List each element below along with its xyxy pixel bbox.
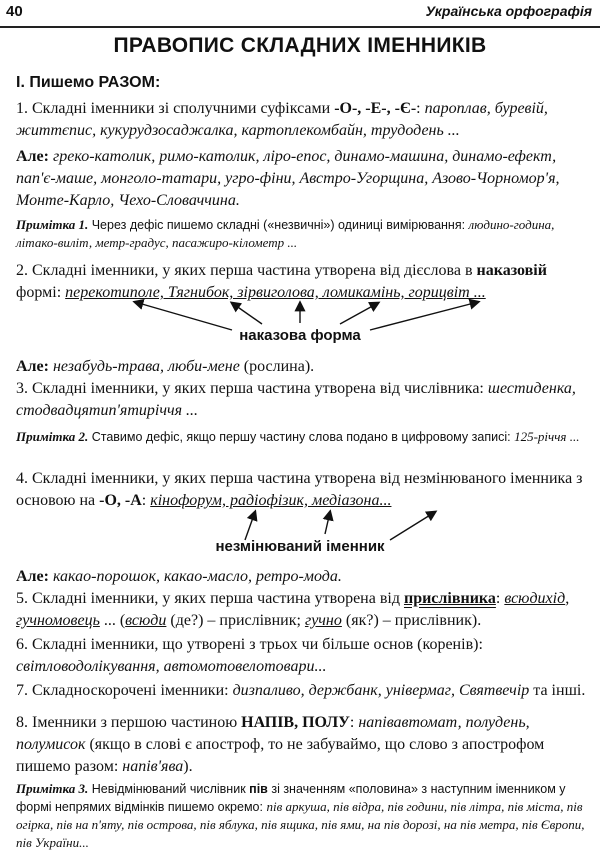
- arrow-to-mediazona: [390, 512, 435, 540]
- rule-6: 6. Складні іменники, що утворені з трьох чи більше основ (коренів): світловодолікування, автомотовелотовари...: [16, 636, 483, 675]
- arrow-to-lomykamin: [340, 303, 378, 324]
- note-2: Примітка 2. Ставимо дефіс, якщо першу частину слова подано в цифровому записі: 125-річчя ...: [16, 429, 580, 444]
- rule-2: 2. Складні іменники, у яких перша частина утворена від дієслова в наказовій формі: перекотиполе, Тягнибок, зірвиголова, ломикамінь, горицвіт ...: [16, 262, 547, 301]
- page-number: 40: [6, 3, 23, 20]
- rule-1-exceptions: Але: греко-католик, римо-католик, ліро-епос, динамо-машина, динамо-ефект, пап'є-маше, монголо-татари, угро-фіни, Австро-Угорщина, Азово-Чорномор'я, Монте-Карло, Чехо-Словаччина.: [16, 148, 560, 209]
- arrow-to-tiahnybok: [232, 303, 262, 324]
- rule-2-exceptions: Але: незабудь-трава, люби-мене (рослина).: [16, 358, 315, 375]
- rule-2-examples: перекотиполе, Тягнибок, зірвиголова, ломикамінь, горицвіт ...: [65, 284, 486, 301]
- note-1: Примітка 1. Через дефіс пишемо складні («незвичні») одиниці вимірювання: людино-година, літако-виліт, метр-градус, пасажиро-кілометр ...: [16, 217, 555, 250]
- rule-4-examples: кінофорум, радіофізик, медіазона...: [150, 492, 392, 509]
- rule-1-examples: пароплав, буревій, життєпис, кукурудзосаджалка, картоплекомбайн, трудодень ...: [16, 100, 548, 139]
- page-title: ПРАВОПИС СКЛАДНИХ ІМЕННИКІВ: [113, 34, 487, 57]
- book-title: Українська орфографія: [425, 3, 592, 19]
- arrow-to-horytsvit: [370, 302, 478, 330]
- rule-3: 3. Складні іменники, у яких перша частина утворена від числівника: шестиденка, стодвадцятип'ятиріччя ...: [16, 380, 576, 419]
- rule-5: 5. Складні іменники, у яких перша частина утворена від прислівника: всюдихід, гучномовець ... (всюди (де?) – прислівник; гучно (як?) – прислівник).: [16, 590, 570, 629]
- rule-1: 1. Складні іменники зі сполучними суфіксами -О-, -Е-, -Є-: пароплав, буревій, життєпис, кукурудзосаджалка, картоплекомбайн, трудодень ...: [16, 100, 548, 139]
- rule-4-exceptions: Але: какао-порошок, какао-масло, ретро-мода.: [16, 568, 342, 585]
- indeclinable-noun-label: незмінюваний іменник: [215, 538, 385, 555]
- rule-7: 7. Складноскорочені іменники: дизпаливо, держбанк, універмаг, Святвечір та інші.: [16, 682, 586, 699]
- note-3: Примітка 3. Невідмінюваний числівник пів зі значенням «половина» з наступним іменником у формі непрямих відмінків пишемо окремо: пів аркуша, пів відра, пів години, пів літра, пів міста, пів огірка, пів на п'яту, пів острова, пів яблука, пів ящика, пів ями, на пів дорозі, на пів метра, пів Європи, пів України...: [16, 781, 585, 850]
- arrow-to-kinoforum: [245, 512, 255, 540]
- section-heading-together: І. Пишемо РАЗОМ:: [16, 74, 161, 91]
- arrow-to-radiofizyk: [325, 512, 330, 534]
- rule-4: 4. Складні іменники, у яких перша частина утворена від незмінюваного іменника з основою на -О, -А: кінофорум, радіофізик, медіазона...: [16, 470, 583, 509]
- rule-8: 8. Іменники з першою частиною НАПІВ, ПОЛУ: напівавтомат, полудень, полумисок (якщо в слові є апостроф, то не забуваймо, що слово з апострофом пишемо разом: напів'ява).: [16, 714, 545, 775]
- arrow-to-perekotypole: [135, 302, 232, 330]
- imperative-form-label: наказова форма: [239, 327, 361, 344]
